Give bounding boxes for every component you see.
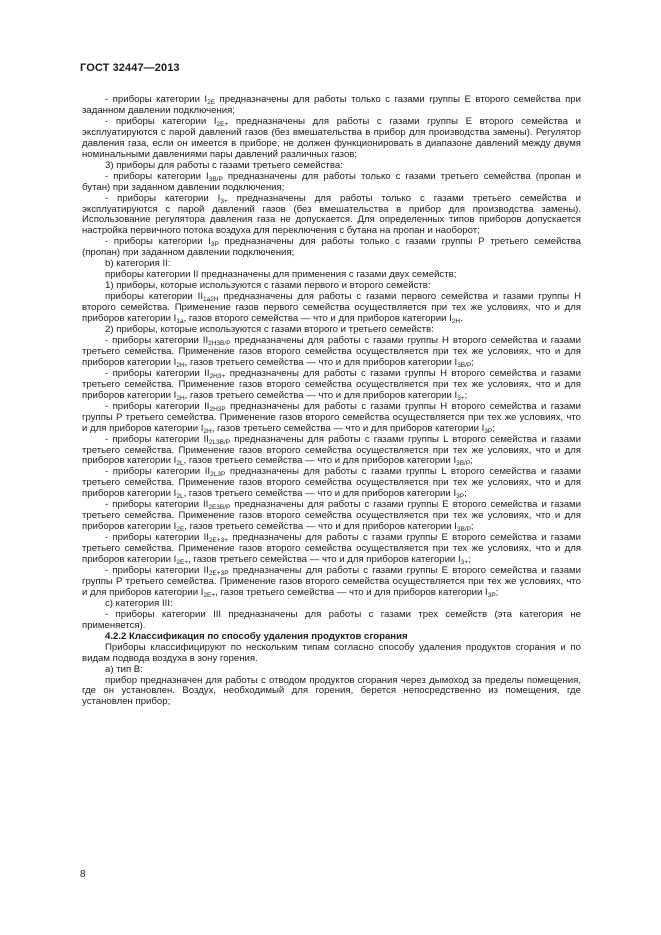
paragraph: - приборы категории $II_{2H3B/P}$ предназначены для работы с газами группы Н второго семейства и газами третьего семейства. Применение газов второго семейства осуществляется при тех же условиях, что и для приборов категории $I_{2H}$, газов третьего семейства — что и для приборов категории $I_{3B/P}$; xyxy=(82,334,581,369)
paragraph: - приборы категории $I_{2E}$ предназначены для работы только с газами группы Е второго семейства при заданном давлении подключения; xyxy=(82,94,581,116)
paragraph: - приборы категории $I_{3+}$ предназначены для работы только с газами третьего семейства и эксплуатируются с парой давлений газов (без вмешательства в прибор для производства замены). Использование регулятора давления газа не допускается. Для определенных типов приборов допускается настройка первичного потока воздуха для переключения с бутана на пропан и наоборот; xyxy=(82,192,581,237)
paragraph: - приборы категории $I_{2E+}$ предназначены для работы с газами группы Е второго семейства и эксплуатируются с парой давлений газов (без вмешательства в прибор для производства замены). Регулятор давления газа, если он имеется в приборе, не должен функционировать в диапазоне давлений между двумя номинальными давлениями пары давлений различных газов; xyxy=(82,115,582,160)
paragraph: b) категория II: xyxy=(105,258,171,270)
paragraph: 3) приборы для работы с газами третьего семейства: xyxy=(105,159,343,171)
paragraph: - приборы категории $II_{2E+3+}$ предназначены для работы с газами группы Е второго семейства и газами третьего семейства. Применение газов второго семейства осуществляется при тех же условиях, что и для приборов категории $I_{2E+}$, газов третьего семейства — что и для приборов категории $I_{3+}$; xyxy=(82,532,581,567)
paragraph: - приборы категории $II_{2L3B/P}$ предназначены для работы с газами группы L второго семейства и газами третьего семейства. Применение газов второго семейства осуществляется при тех же условиях, что и для приборов категории $I_{2L}$, газов третьего семейства — что и для приборов категории $I_{3B/P}$; xyxy=(82,433,582,468)
paragraph: - приборы категории $II_{2H3+}$ предназначены для работы с газами группы Н второго семейства и газами третьего семейства. Применение газов второго семейства осуществляется при тех же условиях, что и для приборов категории $I_{2H}$, газов третьего семейства — что и для приборов категории $I_{3+}$; xyxy=(82,367,581,402)
paragraph: - приборы категории $II_{2E3B/P}$ предназначены для работы с газами группы Е второго семейства и газами третьего семейства. Применение газов второго семейства осуществляется при тех же условиях, что и для приборов категории $I_{2E}$, газов третьего семейства — что и для приборов категории $I_{3B/P}$; xyxy=(82,499,582,534)
document-body xyxy=(82,95,581,708)
paragraph: прибор предназначен для работы с отводом продуктов сгорания через дымоход за пределы помещения, где он установлен. Воздух, необходимый для горения, берется непосредственно из помещения, где установлен прибор; xyxy=(82,674,581,708)
paragraph: Приборы классифицируют по нескольким типам согласно способу удаления продуктов сгорания и по видам подвода воздуха в зону горения. xyxy=(82,641,581,664)
paragraph: - приборы категории $II_{2H3P}$ предназначены для работы с газами группы Н второго семейства и газами группы Р третьего семейства. Применение газов второго семейства осуществляется при тех же условиях, что и для приборов категории $I_{2H}$, газов третьего семейства — что и для приборов категории $I_{3P}$; xyxy=(82,400,582,435)
paragraph: - приборы категории III предназначены для работы с газами трех семейств (эта категория не применяется). xyxy=(82,608,581,631)
paragraph: - приборы категории $I_{3P}$ предназначены для работы только с газами группы Р третьего семейства (пропан) при заданном давлении подключения; xyxy=(82,236,582,259)
page-number: 8 xyxy=(80,869,86,880)
paragraph: 1) приборы, которые используются с газами первого и второго семейств: xyxy=(105,280,431,292)
paragraph: - приборы категории $I_{3B/P}$ предназначены для работы только с газами третьего семейства (пропан и бутан) при заданном давлении подключения; xyxy=(82,170,581,193)
section-heading: 4.2.2 Классификация по способу удаления продуктов сгорания xyxy=(105,630,408,642)
paragraph: 2) приборы, которые используются с газами второго и третьего семейств: xyxy=(105,324,434,336)
document-header: ГОСТ 32447—2013 xyxy=(80,62,180,74)
paragraph: - приборы категории $II_{2E+3P}$ предназначены для работы с газами группы Е второго семейства и газами группы Р третьего семейства. Применение газов второго семейства осуществляется при тех же условиях, что и для приборов категории $I_{2E+}$, газов третьего семейства — что и для приборов категории $I_{3P}$; xyxy=(82,564,582,599)
paragraph: а) тип В: xyxy=(105,663,143,675)
paragraph: - приборы категории $II_{2L3P}$ предназначены для работы с газами группы L второго семейства и газами третьего семейства. Применение газов второго семейства осуществляется при тех же условиях, что и для приборов категории $I_{2L}$, газов третьего семейства — что и для приборов категории $I_{3P}$; xyxy=(82,466,581,501)
paragraph: приборы категории II предназначены для применения с газами двух семейств; xyxy=(105,269,457,281)
paragraph: c) категория III: xyxy=(105,597,173,609)
paragraph: приборы категории $II_{1a2H}$ предназначены для работы с газами первого семейства и газами группы Н второго семейства. Применение газов первого семейства осуществляется при тех же условиях, что и для приборов категории $I_{1a}$, газов второго семейства — что и для приборов категории $I_{2H}$. xyxy=(82,291,581,326)
